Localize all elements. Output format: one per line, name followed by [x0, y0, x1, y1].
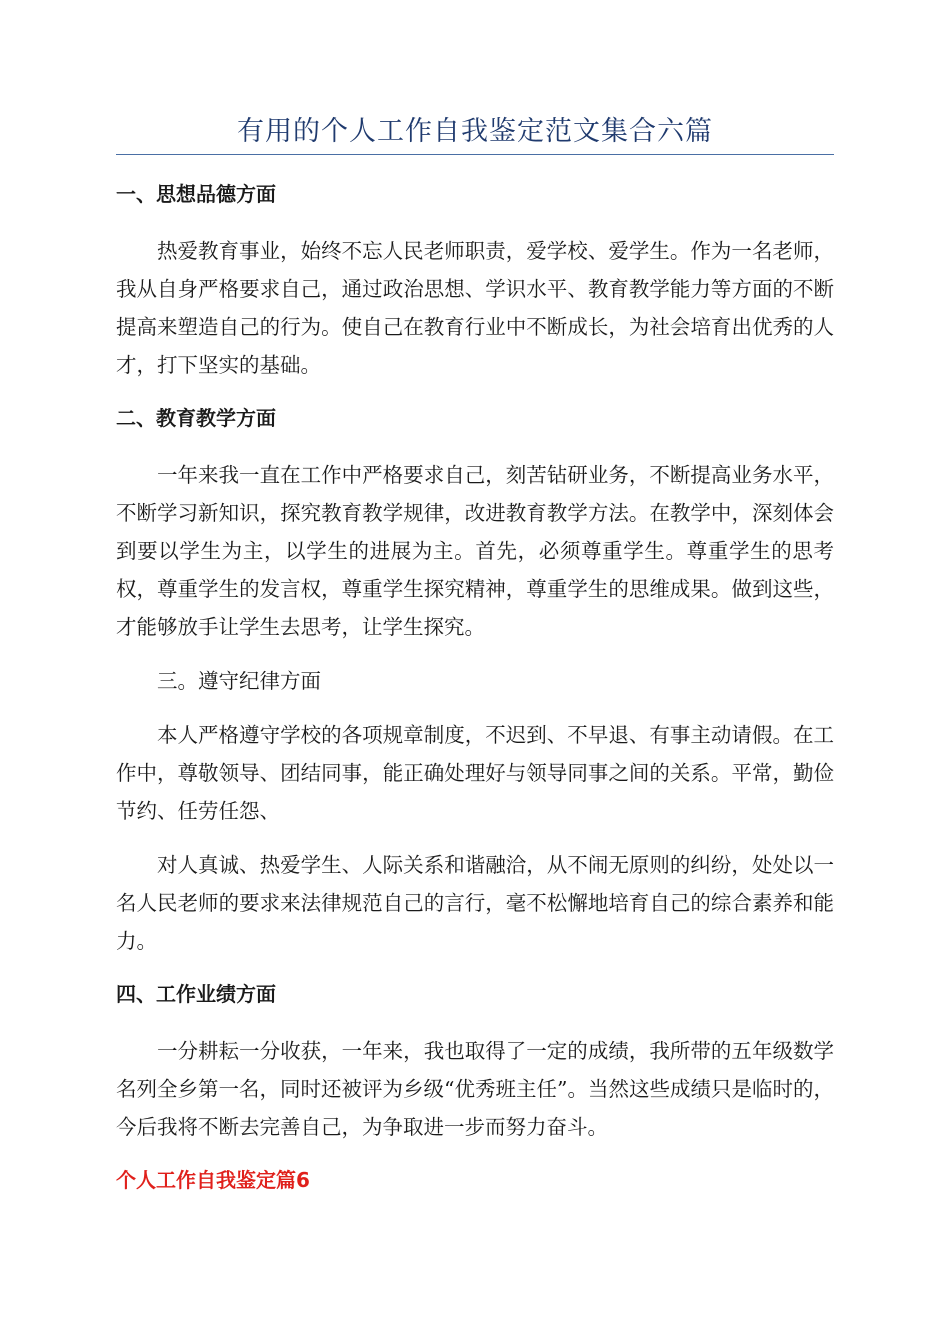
page-title: 有用的个人工作自我鉴定范文集合六篇 [237, 116, 713, 147]
section-heading-discipline: 三。遵守纪律方面 [157, 669, 321, 693]
section-heading-teaching: 二、教育教学方面 [116, 406, 276, 430]
section-paragraph-ideology: 热爱教育事业，始终不忘人民老师职责，爱学校、爱学生。作为一名老师，我从自身严格要求自己，通过政治思想、学识水平、教育教学能力等方面的不断提高来塑造自己的行为。使自己在教育行业中不断成长，为社会培育出优秀的人才，打下坚实的基础。 [116, 239, 834, 377]
next-article-heading: 个人工作自我鉴定篇6 [116, 1168, 310, 1192]
document-body [116, 176, 834, 1198]
section-paragraph-performance: 一分耕耘一分收获，一年来，我也取得了一定的成绩，我所带的五年级数学名列全乡第一名，同时还被评为乡级“优秀班主任”。当然这些成绩只是临时的，今后我将不断去完善自己，为争取进一步而努力奋斗。 [116, 1039, 834, 1139]
section-heading-ideology: 一、思想品德方面 [116, 182, 276, 206]
section-paragraph-discipline-1: 本人严格遵守学校的各项规章制度，不迟到、不早退、有事主动请假。在工作中，尊敬领导、团结同事，能正确处理好与领导同事之间的关系。平常，勤俭节约、任劳任怨、 [116, 723, 834, 823]
section-paragraph-teaching: 一年来我一直在工作中严格要求自己，刻苦钻研业务，不断提高业务水平，不断学习新知识，探究教育教学规律，改进教育教学方法。在教学中，深刻体会到要以学生为主，以学生的进展为主。首先，必须尊重学生。尊重学生的思考权，尊重学生的发言权，尊重学生探究精神，尊重学生的思维成果。做到这些，才能够放手让学生去思考，让学生探究。 [116, 463, 834, 639]
section-paragraph-discipline-2: 对人真诚、热爱学生、人际关系和谐融洽，从不闹无原则的纠纷，处处以一名人民老师的要求来法律规范自己的言行，毫不松懈地培育自己的综合素养和能力。 [116, 853, 834, 953]
section-heading-performance: 四、工作业绩方面 [116, 982, 276, 1006]
title-underline [116, 154, 834, 155]
